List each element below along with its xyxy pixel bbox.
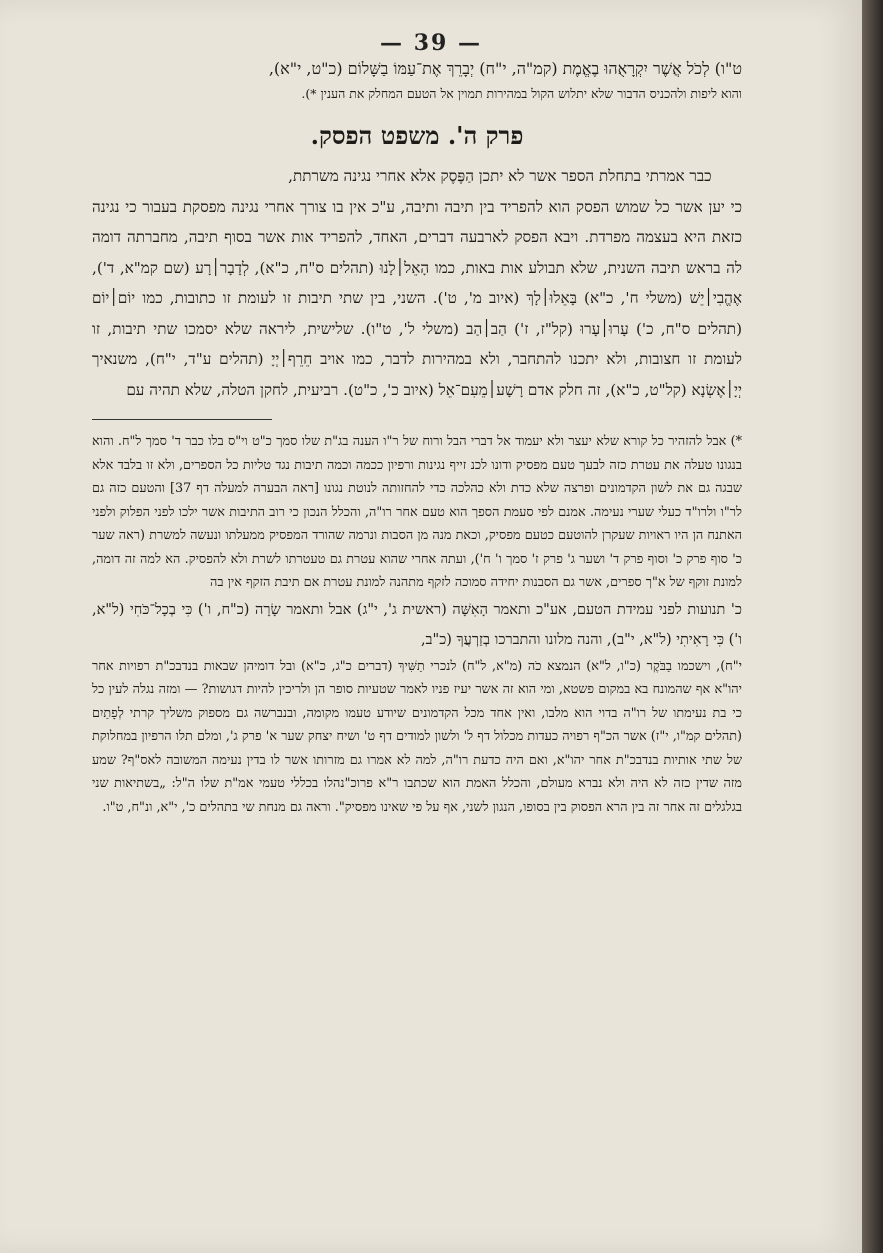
- footnote-part-1: *) אבל להזהיר כל קורא שלא יעצר ולא יעמוד אל דברי הבל ורוח של ר"ו הענה בג"ת שלו סמך כ"ט וי"ס בלו כבר ד' סמך ל"ח. והוא בנגונו טעלה את עטרת כזה לבעך טעם מפסיק ודונו לכנ זייף נגינות ורפיון ככמה וכמה תיבות נגד טליות כל הספרים, ולא זו בלבד אלא שבגה גם את לשון הקדמונים ופרצה שלא כדת ולא כהלכה כדי להחזותה לנוטת נגונו [ראה הבערה למעלה דף 37] והטעם כזה גם לר"ו ולרו"ד כעלי שערי נעימה. אמנם לפי סעמת הספך הוא טעם אחר רו"ה, והכלל הנכון כי רוב התיבות אשר ילכו לפני הפלוק ולפני האתנח הן היו ראויות שעקרן להוטעם כטעם מפסיק, וכאת מנה מן הסבות ונרמה שהורד המפסיק ממעלתו ונעשה למשרת (ראה שער כ' סוף פרק כ' וסוף פרק ד' ושער ג' פרק ז' סמך ו' ח'), ועתה אחרי שהוא עטרת גם טעטרתו לשרת ולא להפסיק. הא למה זה דומה, למונת זוקף של א"ך ספרים, אשר גם הסבנות יחידה סמוכה לזקף מתהנה למונת עטרת אם תיבת הזקף אין בה: [92, 434, 742, 590]
- chapter-title: פרק ה'. משפט הפסק.: [310, 121, 524, 150]
- page-number: — 39 —: [380, 30, 482, 56]
- footnote-separator: [92, 419, 272, 420]
- footnote-examples-line: כ' תנועות לפני עמידת הטעם, אע"כ ותאמר הָאִשָּׁה (ראשית ג', י"ג) אבל ותאמר שָׂרָה (כ"ח, ו') כִּי בְכָל־כֹּחִי (ל"א, ו') כִּי רָאִיתִי (ל"א, י"ב), והנה מלונו והתברכו בְזַרְעֲךָ (כ"ב,: [92, 601, 742, 648]
- footnote-part-2: [92, 595, 742, 655]
- footnote-part-3: י"ח), וישכמו בַבֹּקֶר (כ"ו, ל"א) הנמצא כֹה (מ"א, ל"ח) לנכרי תַשִּׁיךְ (דברים כ"ג, כ"א) ובל דומיהן שבאות בנדבכ"ת רפויות אחר יהו"א אף שהמונח בא במקום פשטא, ומי הוא זה אשר יעיז פניו לאמר שטעיות סופר הן ולריכין להיות דגושות? — ומזה נגלה לעין כל כי בת נעימתו של רו"ה בדוי הוא מלבו, ואין אחד מכל הקדמונים שיודע טעמו מקומה, ובנברשה גם מספוק משליך קרתי לְפָתַיִם (תהלים קמ"ו, י"ז) אשר הכ"ף רפויה כעדות מכלול דף ל' ולשון למודים דף ט' ושיח יצחק שער א' פרק ג', ומלם תלו הרפיון במחלוקת של שתי אותיות בנדבכ"ת אחר יהו"א, ואם היה כדעת רו"ה, למה לא אמרו גם מזרותו אשר לו בדין נעימה המשובה לאס"ף? שמע מזה שדין כזה לא היה ולא נברא מעולם, והכלל האמת הוא שכתבו ר"א פרוכ"נהלו בכללי טעמי אמ"ת שלו ה"ל: „בשתיאות שני בגלגלים זה אחר זה בין הרא הפסוק בין בסופו, הנגון לשני, אף על פי שאינו מפסיק". וראה גם מנחת שי בתהלים כ', י"א, ונ"ח, ט"ו.: [92, 658, 742, 815]
- body-paragraph-2: כי יען אשר כל שמוש הפסק הוא להפריד בין תיבה ותיבה, ע"כ אין בו צורך אחרי נגינה מפסקת בעבור כי נגינה כזאת היא בעצמה מפרדת. ויבא הפסק לארבעה דברים, האחד, להפריד אות אשר בסוף תיבה, מחברתה דומה לה בראש תיבה השנית, שלא תבולע אות באות, כמו הָאֵל׀לָנוּ (תהלים ס"ח, כ"א), לְדָבָר׀רָע (שם קמ"א, ד'), אֶהֱבִי׀יֵשׁ (משלי ח', כ"א) בָּאֵלוּ׀לָךְ (איוב מ', ט'). השני, בין שתי תיבות זו לעומת זו כתובות, כמו יוֹם׀יוֹם (תהלים ס"ח, כ') עָרוּ׀עָרוּ (קל"ז, ז') הַב׀הַב (משלי ל', ט"ו). שלישית, ליראה שלא יסמכו שתי תיבות, זו לעומת זו חצובות, ולא יתכנו להתחבר, ולא במהירות לדבר, כמו אויב חֵרֵף׀יְיָ (תהלים ע"ד, י"ח), משנאיך יְיָ׀אֶשְׂנָא (קל"ט, כ"א), זה חלק אדם רָשָׁע׀מֵעִם־אֵל (איוב כ', כ"ט). רביעית, לחקן הטלה, שלא תהיה עם: [92, 197, 742, 399]
- verse-note: והוא ליפות ולהכניס הדבור שלא יתלוש הקול במהירות תמוין אל הטעם המחלק את הענין *).: [301, 86, 742, 101]
- page-edge-shadow: [862, 0, 883, 1253]
- page-content: [92, 55, 742, 819]
- verse-line: ט"ו) לְכֹל אֲשֶׁר יִקְרָאֻהוּ בֶאֱמֶת (קמ"ה, י"ח) יְבָרֵךְ אֶת־עַמּוֹ בַשָּׁלוֹם (כ"ט, י"א),: [268, 59, 742, 78]
- body-paragraph-1: כבר אמרתי בתחלת הספר אשר לא יתכן הַפֶּסֶק אלא אחרי נגינה משרתת,: [288, 167, 712, 185]
